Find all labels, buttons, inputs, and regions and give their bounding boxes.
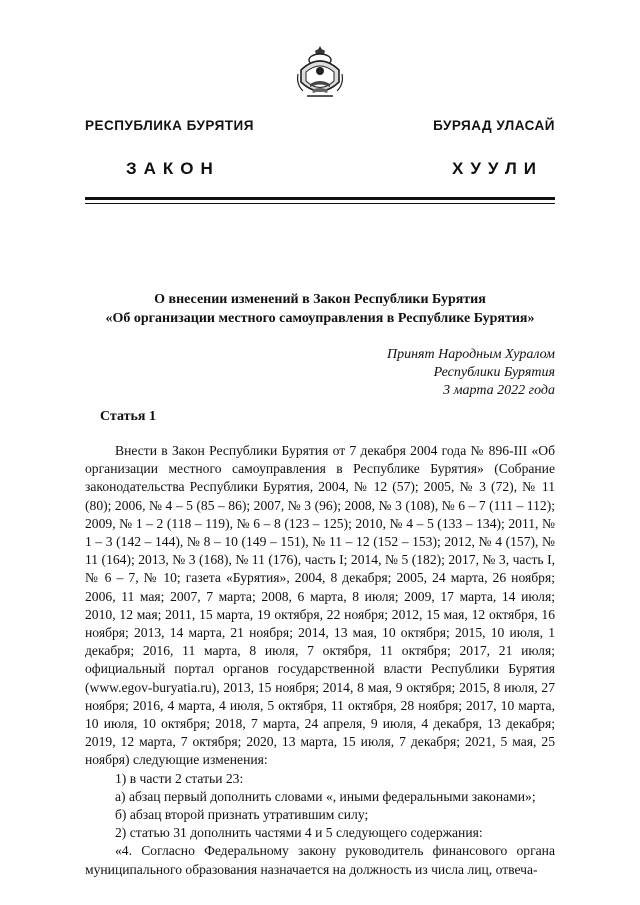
header-divider-thick [85,197,555,200]
adoption-note-line-2: Республики Бурятия [433,365,555,380]
quoted-amendment-text: «4. Согласно Федеральному закону руководитель финансового органа муниципального образования назначается на должность из числа лиц, отвеча- [85,843,555,877]
law-title-line-1: О внесении изменений в Закон Республики Бурятия [154,292,486,307]
law-title [85,290,555,328]
law-title-line-2: «Об организации местного самоуправления в Республике Бурятия» [105,311,535,326]
republic-name-russian: РЕСПУБЛИКА БУРЯТИЯ [85,118,254,133]
amendment-item-2: 2) статью 31 дополнить частями 4 и 5 следующего содержания: [115,825,483,841]
article-heading: Статья 1 [100,409,156,424]
amendment-item-1b: б) абзац второй признать утратившим силу; [115,807,369,823]
amendment-intro-paragraph: Внести в Закон Республики Бурятия от 7 декабря 2004 года № 896-III «Об организации местного самоуправления в Республике Бурятия» (Собрание законодательства Республики Бурятия, 2004, № 12 (57); 2005, № 3 (72), № 11 (80); 2006, № 4 – 5 (85 – 86); 2007, № 3 (96); 2008, № 3 (108), № 6 – 7 (111 – 112); 2009, № 1 – 2 (118 – 119), № 6 – 8 (123 – 125); 2010, № 4 – 5 (133 – 134); 2011, № 1 – 3 (142 – 144), № 8 – 10 (149 – 151), № 11 – 12 (152 – 153); 2012, № 4 (157), № 11 (164); 2013, № 3 (168), № 11 (176), часть I; 2014, № 5 (182); 2017, № 3, часть I, № 6 – 7, № 10; газета «Бурятия», 2004, 8 декабря; 2005, 24 марта, 26 ноября; 2006, 11 мая; 2007, 7 марта; 2008, 6 марта, 8 июля; 2009, 17 марта, 14 июля; 2010, 12 мая; 2011, 15 марта, 19 октября, 22 ноября; 2012, 15 мая, 12 октября, 16 ноября; 2013, 14 марта, 21 ноября; 2014, 13 мая, 10 октября; 2015, 10 июля, 1 декабря; 2016, 11 марта, 8 июля, 7 октября, 11 октября; 2017, 21 июля; официальный портал органов государственной власти Республики Бурятия (www.egov-buryatia.ru), 2013, 15 ноября; 2014, 8 мая, 9 октября; 2015, 8 июля, 27 ноября; 2016, 4 марта, 4 июля, 5 октября, 11 октября, 28 ноября; 2017, 10 марта, 10 июля, 10 октября; 2018, 7 марта, 24 апреля, 9 июля, 4 декабря, 13 декабря; 2019, 12 марта, 7 октября; 2020, 13 марта, 15 июля, 7 декабря; 2021, 5 мая, 25 ноября) следующие изменения: [85,443,555,768]
adoption-date: 3 марта 2022 года [443,383,555,398]
amendment-item-1: 1) в части 2 статьи 23: [115,770,244,786]
header-divider-thin [85,203,555,204]
adoption-note-line-1: Принят Народным Хуралом [386,347,555,362]
law-label-russian: ЗАКОН [126,159,220,178]
law-label-buryat: ХУУЛИ [452,159,543,178]
republic-name-buryat: БУРЯАД УЛАСАЙ [433,118,555,133]
adoption-note [387,346,555,400]
article-body [85,442,555,879]
amendment-item-1a: а) абзац первый дополнить словами «, иными федеральными законами»; [115,788,536,804]
coat-of-arms-icon [295,44,345,100]
